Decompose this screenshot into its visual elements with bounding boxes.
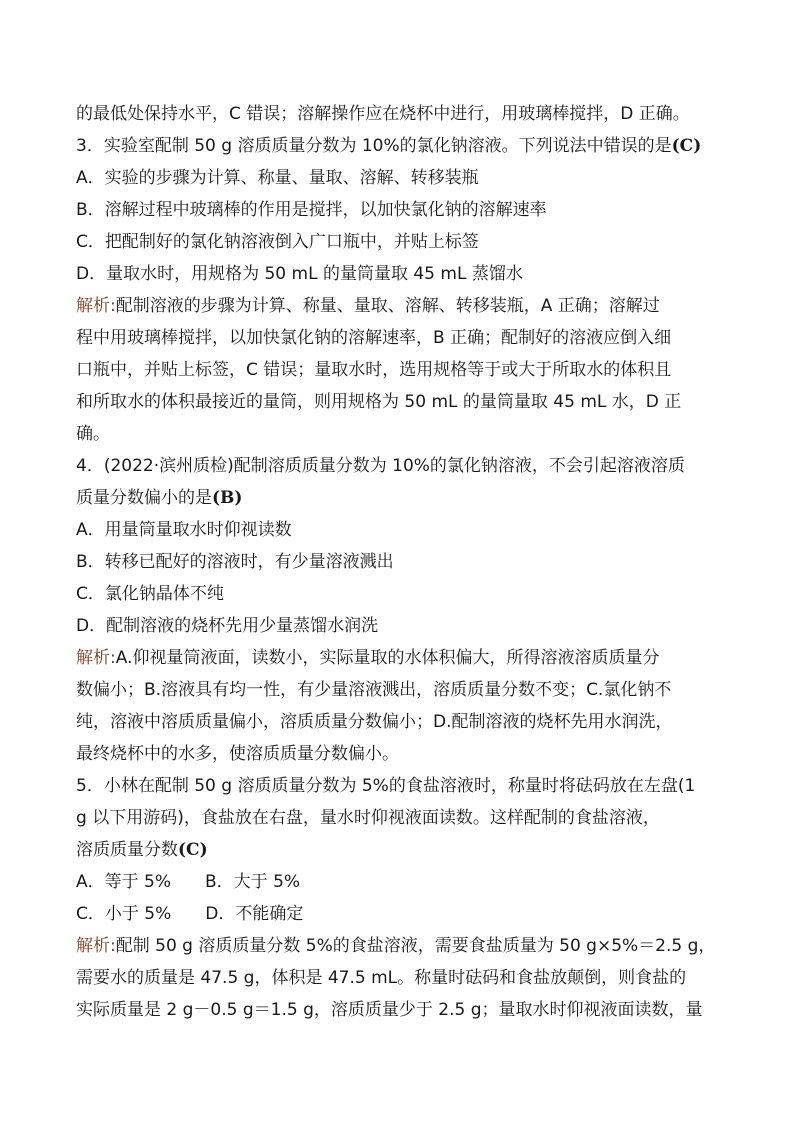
question-3-stem [76,135,726,157]
option-a [76,519,726,541]
line-text: 需要水的质量是 47.5 g，体积是 47.5 mL。称量时砝码和食盐放颠倒，则食盐的 [76,968,687,988]
analysis-line [76,967,726,989]
analysis-label: 解析: [76,648,116,668]
line-text: B．转移已配好的溶液时，有少量溶液溅出 [76,552,394,572]
option-d [76,615,726,637]
line-text: 溶质质量分数 [76,840,178,860]
line-text: 最终烧杯中的水多，使溶质质量分数偏小。 [76,744,399,764]
line-text: 质量分数偏小的是 [76,488,212,508]
analysis-line [76,711,726,733]
options-ab [76,871,726,893]
line-text: 程中用玻璃棒搅拌，以加快氯化钠的溶解速率，B 正确；配制好的溶液应倒入细 [76,328,672,348]
line-text: 数偏小；B.溶液具有均一性，有少量溶液溅出，溶质质量分数不变；C.氯化钠不 [76,680,672,700]
answer-mark: (B) [212,488,243,508]
option-a [76,167,726,189]
question-5-stem [76,775,726,797]
analysis-line [76,647,726,669]
option-d [76,263,726,285]
question-5-stem [76,807,726,829]
option-b [76,199,726,221]
line-text: 配制 50 g 溶质质量分数 5%的食盐溶液，需要食盐质量为 50 g×5%＝2.5 g， [115,936,716,956]
option-b [76,551,726,573]
question-4-stem [76,455,726,477]
line-text: C．把配制好的氯化钠溶液倒入广口瓶中，并贴上标签 [76,232,479,252]
line-text: 和所取水的体积最接近的量筒，则用规格为 50 mL 的量筒量取 45 mL 水，D 正 [76,392,682,412]
line-text: A．等于 5% B．大于 5% [76,872,301,892]
analysis-label: 解析: [76,296,116,316]
analysis-line [76,679,726,701]
line-text: 4．(2022·滨州质检)配制溶质质量分数为 10%的氯化钠溶液，不会引起溶液溶质 [76,456,685,476]
line-text: 口瓶中，并贴上标签，C 错误；量取水时，选用规格等于或大于所取水的体积且 [76,360,672,380]
answer-mark: (C) [178,840,208,860]
analysis-label: 解析: [76,936,116,956]
line-text: 3．实验室配制 50 g 溶质质量分数为 10%的氯化钠溶液。下列说法中错误的是 [76,136,672,156]
option-c [76,231,726,253]
line-text: 确。 [76,424,110,444]
option-c [76,583,726,605]
line-text: 配制溶液的步骤为计算、称量、量取、溶解、转移装瓶，A 正确；溶解过 [115,296,660,316]
line-text: B．溶解过程中玻璃棒的作用是搅拌，以加快氯化钠的溶解速率 [76,200,547,220]
analysis-line [76,999,726,1021]
line-text: C．氯化钠晶体不纯 [76,584,224,604]
analysis-line [76,935,726,957]
line-text: 实际质量是 2 g－0.5 g＝1.5 g，溶质质量少于 2.5 g；量取水时仰视液面读数，量 [76,1000,703,1020]
text-line [76,103,726,125]
analysis-line [76,391,726,413]
analysis-line [76,743,726,765]
analysis-line [76,359,726,381]
line-text: 5．小林在配制 50 g 溶质质量分数为 5%的食盐溶液时，称量时将砝码放在左盘(1 [76,776,696,796]
question-5-stem [76,839,726,861]
line-text: g 以下用游码)，食盐放在右盘，量水时仰视液面读数。这样配制的食盐溶液， [76,808,660,828]
line-text: A.仰视量筒液面，读数小，实际量取的水体积偏大，所得溶液溶质质量分 [115,648,660,668]
answer-mark: (C) [671,136,702,156]
line-text: D．量取水时，用规格为 50 mL 的量筒量取 45 mL 蒸馏水 [76,264,523,284]
analysis-line [76,327,726,349]
analysis-line [76,423,726,445]
line-text: D．配制溶液的烧杯先用少量蒸馏水润洗 [76,616,379,636]
line-text: 的最低处保持水平，C 错误；溶解操作应在烧杯中进行，用玻璃棒搅拌，D 正确。 [76,104,690,124]
line-text: A．用量筒量取水时仰视读数 [76,520,292,540]
question-4-stem [76,487,726,509]
line-text: C．小于 5% D．不能确定 [76,904,304,924]
line-text: 纯，溶液中溶质质量偏小，溶质质量分数偏小；D.配制溶液的烧杯先用水润洗， [76,712,673,732]
line-text: A．实验的步骤为计算、称量、量取、溶解、转移装瓶 [76,168,479,188]
options-cd [76,903,726,925]
analysis-line [76,295,726,317]
